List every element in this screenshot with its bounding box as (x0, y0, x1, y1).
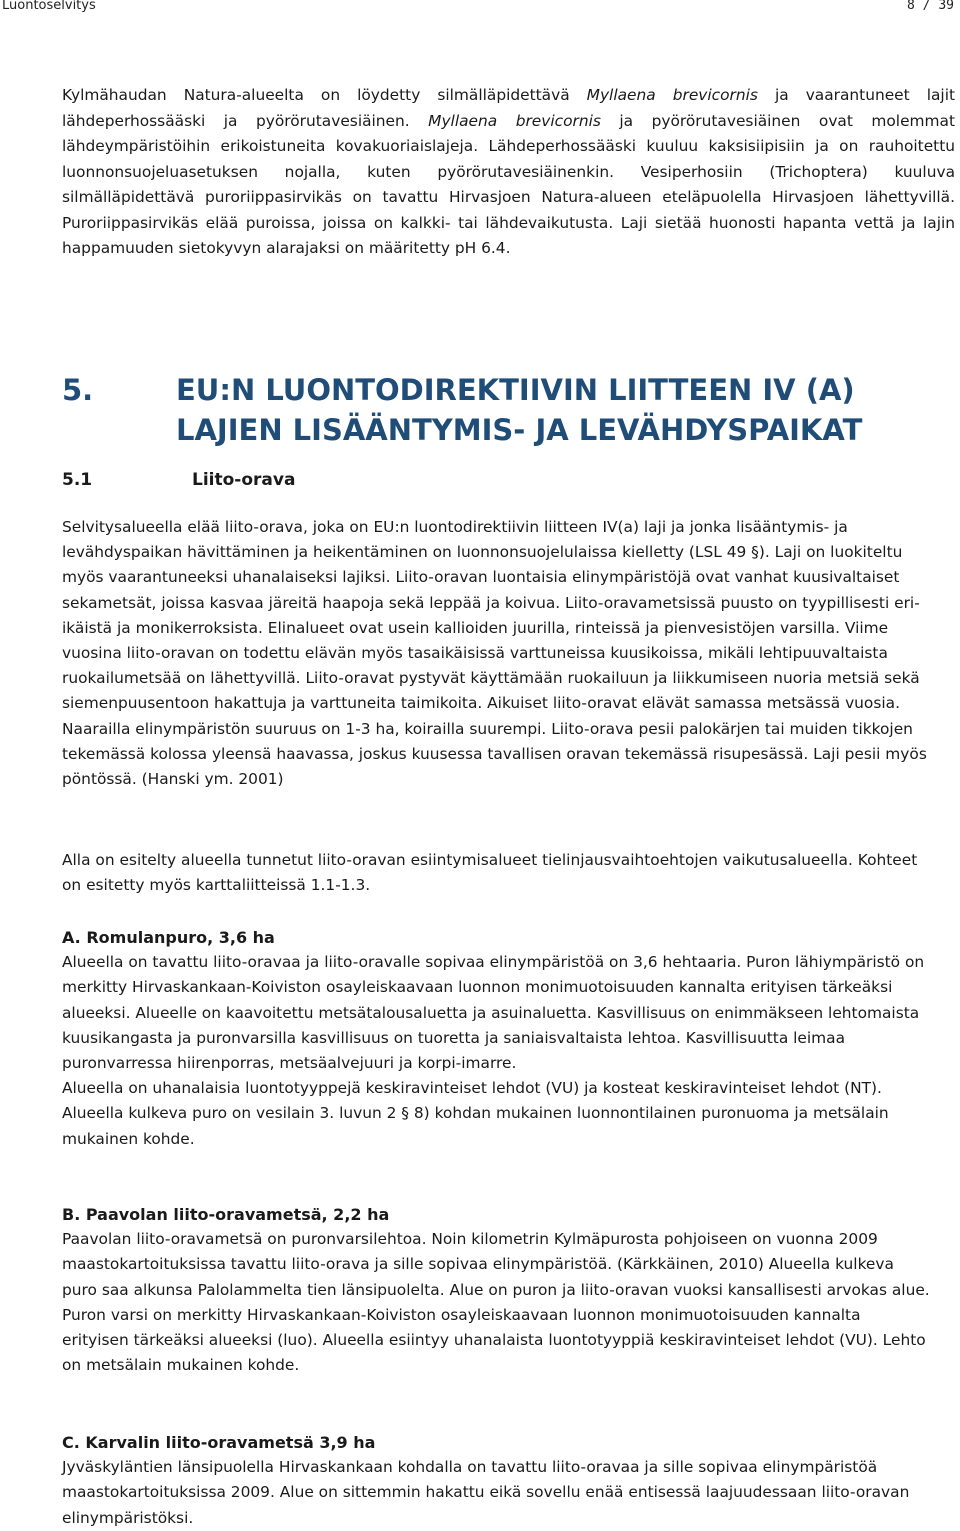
species-name: Myllaena brevicornis (428, 111, 601, 130)
site-b-title: B. Paavolan liito-oravametsä, 2,2 ha (62, 1205, 390, 1224)
species-name: Myllaena brevicornis (586, 86, 758, 104)
section-5-1-heading (62, 470, 295, 490)
site-c-title: C. Karvalin liito-oravametsä 3,9 ha (62, 1433, 376, 1452)
site-a (62, 925, 932, 1152)
site-a-paragraph-1: Alueella on tavattu liito-oravaa ja liito-oravalle sopivaa elinympäristöä on 3,6 hehtaaria. Puron lähiympäristö on merkitty Hirvaskankaan-Koiviston osayleiskaavaan luonnon monimuotoisuuden kannalta erityisen tärkeäksi alueeksi. Alueelle on kaavoitettu metsätalousaluetta ja asuinaluetta. Kasvillisuus on enimmäkseen lehtomaista kuusikangasta ja puronvarsilla kasvillisuus on tuoretta ja saniaisvaltaista lehtoa. Kasvillisuutta leimaa puronvarressa hiirenporras, metsäalvejuuri ja korpi-imarre. (62, 953, 925, 1073)
subsection-number: 5.1 (62, 470, 93, 490)
liito-orava-description: Selvitysalueella elää liito-orava, joka on EU:n luontodirektiivin liitteen IV(a) laji ja jonka lisääntymis- ja levähdyspaikan hävittäminen ja heikentäminen on luonnonsuojelulaissa kielletty (LSL 49 §). Laji on luokiteltu myös vaarantuneeksi uhanalaiseksi lajiksi. Liito-oravan luontaisia elinympäristöjä ovat vanhat kuusivaltaiset sekametsät, joissa kasvaa järeitä haapoja sekä leppää ja koivua. Liito-oravametsissä puusto on tyypillisesti eri-ikäistä ja monikerroksista. Elinalueet ovat usein kallioiden juurilla, rinteissä ja pienvesistöjen varsilla. Viime vuosina liito-oravan on todettu elävän myös tasaikäisissä varttuneissa kuusikoissa, mikäli lehtipuuvaltaista ruokailumetsää on lähettyvillä. Liito-oravat pystyvät käyttämään ruokailuun ja liikkumiseen nuoria metsiä sekä siemenpuusentoon hakattuja ja varttuneita taimikoita. Aikuiset liito-oravat elävät samassa metsässä vuosia. Naarailla elinympäristön suuruus on 1-3 ha, koirailla suurempi. Liito-orava pesii palokärjen tai muiden tikkojen tekemässä kolossa yleensä haavassa, joskus kuusessa tavallisen oravan tekemässä risupesässä. Laji pesii myös pöntössä. (Hanski ym. 2001) (62, 518, 927, 789)
sites-intro: Alla on esitelty alueella tunnetut liito-oravan esiintymisalueet tielinjausvaihtoehtojen vaikutusalueella. Kohteet on esitetty myös karttaliitteissä 1.1-1.3. (62, 851, 918, 895)
section-title: EU:N LUONTODIREKTIIVIN LIITTEEN IV (A) LAJIEN LISÄÄNTYMIS- JA LEVÄHDYSPAIKAT (176, 373, 863, 447)
section-number: 5. (62, 373, 94, 407)
site-b (62, 1202, 932, 1378)
page-header (0, 0, 960, 14)
section-5-heading (62, 370, 955, 450)
site-c (62, 1430, 932, 1531)
subsection-title: Liito-orava (192, 470, 296, 490)
intro-paragraph: Kylmähaudan Natura-alueelta on löydetty silmälläpidettävä Myllaena brevicornis ja vaarantuneet lajit lähdeperhossääski ja pyörörutavesiäinen. Myllaena brevicornis ja pyörörutavesiäinen ovat molemmat lähdeympäristöihin erikoistuneita kovakuoriaislajeja. Lähdeperhossääski kuuluu kaksisiipisiin ja on rauhoitettu luonnonsuojeluasetuksen nojalla, kuten pyörörutavesiäinenkin. Vesiperhosiin (Trichoptera) kuuluva silmälläpidettävä puroriippasirvikäs on tavattu Hirvasjoen Natura-alueen eteläpuolella Hirvasjoen lähettyvillä. Puroriippasirvikäs elää puroissa, joissa on kalkki- tai lähdevaikutusta. Laji sietää huonosti hapanta vettä ja lajin happamuuden sietokyvyn alarajaksi on määritetty pH 6.4. (62, 86, 956, 257)
page-number: 8 / 39 (907, 0, 954, 13)
site-b-paragraph: Paavolan liito-oravametsä on puronvarsilehtoa. Noin kilometrin Kylmäpurosta pohjoiseen on vuonna 2009 maastokartoituksissa tavattu liito-orava ja sille sopivaa elinympäristöä. (Kärkkäinen, 2010) Alueella kulkeva puro saa alkunsa Palolammelta tien länsipuolelta. Alue on puron ja liito-oravan vuoksi kansallisesti arvokas alue. Puron varsi on merkitty Hirvaskankaan-Koiviston osayleiskaavaan luonnon monimuotoisuuden kannalta erityisen tärkeäksi alueeksi (luo). Alueella esiintyy uhanalaista luontotyyppiä keskiravinteiset lehdot (VU). Lehto on metsälain mukainen kohde. (62, 1230, 930, 1375)
document-title: Luontoselvitys (2, 0, 96, 13)
site-a-title: A. Romulanpuro, 3,6 ha (62, 928, 275, 947)
site-c-paragraph: Jyväskyläntien länsipuolella Hirvaskankaan kohdalla on tavattu liito-oravaa ja sille sopivaa elinympäristöä maastokartoituksissa 2009. Alue on sittemmin hakattu eikä sovellu enää entisessä laajuudessaan liito-oravan elinympäristöksi. (62, 1458, 910, 1527)
site-a-paragraph-2: Alueella on uhanalaisia luontotyyppejä keskiravinteiset lehdot (VU) ja kosteat keskiravinteiset lehdot (NT). Alueella kulkeva puro on vesilain 3. luvun 2 § 8) kohdan mukainen luonnontilainen puronuoma ja metsälain mukainen kohde. (62, 1079, 889, 1148)
